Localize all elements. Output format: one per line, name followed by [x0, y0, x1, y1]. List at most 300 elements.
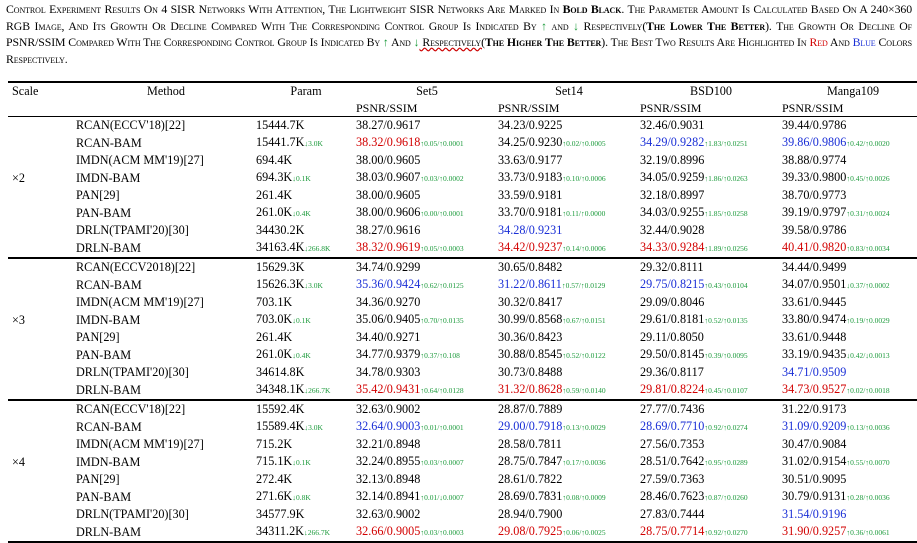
psnr-ssim-value: 38.03/0.9607 [356, 169, 421, 184]
metric-cell [782, 169, 917, 188]
scale-cell [8, 239, 68, 259]
metric-cell [782, 488, 917, 507]
metric-cell [640, 329, 782, 346]
metric-cell [782, 506, 917, 523]
subheader-blank [256, 100, 356, 117]
caption-red-word: Red [809, 35, 828, 49]
metric-cell [356, 187, 498, 204]
metric-cell [640, 276, 782, 295]
header-dataset: Set14 [498, 82, 640, 100]
psnr-ssim-delta: ↑0.14/↑0.0006 [562, 243, 606, 253]
method-cell: IMDN-BAM [76, 454, 141, 469]
metric-cell [640, 418, 782, 437]
metric-cell [356, 239, 498, 259]
psnr-ssim-value: 32.64/0.9003 [356, 418, 421, 433]
psnr-ssim-value: 33.80/0.9474 [782, 311, 847, 326]
param-cell [256, 453, 356, 472]
psnr-ssim-value: 38.32/0.9618 [356, 134, 421, 149]
psnr-ssim-delta: ↑0.05/↑0.0003 [420, 243, 464, 253]
metric-cell [498, 436, 640, 453]
psnr-ssim-delta: ↑0.17/↑0.0036 [562, 457, 606, 467]
psnr-ssim-delta: ↑0.64/↑0.0128 [420, 385, 464, 395]
metric-cell [498, 346, 640, 365]
psnr-ssim-value: 31.09/0.9209 [782, 418, 847, 433]
method-cell: PAN-BAM [76, 347, 132, 362]
param-value: 15589.4K [256, 418, 305, 433]
psnr-ssim-value: 38.00/0.9605 [356, 188, 421, 202]
scale-cell [8, 329, 68, 346]
psnr-ssim-value: 32.14/0.8941 [356, 488, 421, 503]
param-value: 15444.7K [256, 118, 305, 132]
param-cell [256, 169, 356, 188]
metric-cell [356, 222, 498, 239]
psnr-ssim-delta: ↑0.01/↑0.0001 [420, 422, 464, 432]
subheader-row [8, 100, 917, 117]
psnr-ssim-delta: ↑0.13/↑0.0036 [846, 422, 890, 432]
scale-cell [8, 400, 68, 418]
psnr-ssim-delta: ↑0.11/↑0.0000 [562, 208, 606, 218]
psnr-ssim-delta: ↑0.13/↑0.0029 [562, 422, 606, 432]
psnr-ssim-value: 34.29/0.9282 [640, 134, 705, 149]
table-row [8, 294, 917, 311]
param-value: 34311.2K [256, 523, 304, 538]
header-param: Param [256, 82, 356, 100]
metric-cell [498, 134, 640, 153]
metric-cell [640, 471, 782, 488]
metric-cell [498, 381, 640, 401]
up-arrow-icon: ↑ [541, 18, 547, 33]
psnr-ssim-value: 39.33/0.9800 [782, 169, 847, 184]
method-cell: RCAN-BAM [76, 135, 142, 150]
metric-cell [498, 311, 640, 330]
metric-cell [498, 523, 640, 543]
metric-cell [498, 117, 640, 134]
psnr-ssim-value: 34.23/0.9225 [498, 118, 563, 132]
metric-cell [782, 329, 917, 346]
metric-cell [640, 117, 782, 134]
param-cell [256, 187, 356, 204]
caption-text: Respectively( [578, 18, 647, 33]
metric-cell [640, 239, 782, 259]
scale-cell [8, 364, 68, 381]
psnr-ssim-delta: ↑0.43/↑0.0104 [704, 280, 748, 290]
psnr-ssim-delta: ↑0.87/↑0.0260 [704, 492, 748, 502]
metric-cell [640, 453, 782, 472]
psnr-ssim-value: 28.51/0.7642 [640, 453, 705, 468]
psnr-ssim-delta: ↑0.37/↑0.108 [420, 350, 460, 360]
psnr-ssim-value: 27.59/0.7363 [640, 472, 705, 486]
param-value: 261.0K [256, 346, 293, 361]
metric-cell [356, 169, 498, 188]
psnr-ssim-value: 30.47/0.9084 [782, 437, 847, 451]
scale-cell [8, 418, 68, 437]
psnr-ssim-value: 29.11/0.8050 [640, 330, 704, 344]
method-cell: DRLN(TPAMI'20)[30] [76, 507, 189, 521]
psnr-ssim-delta: ↑0.10/↑0.0006 [562, 173, 606, 183]
param-cell [256, 488, 356, 507]
caption-text: And [388, 35, 414, 49]
metric-cell [782, 364, 917, 381]
psnr-ssim-delta: ↑0.03/↑0.0007 [420, 457, 464, 467]
psnr-ssim-delta: ↑1.83/↑0.0251 [704, 138, 748, 148]
metric-cell [782, 258, 917, 276]
scale-cell [8, 134, 68, 153]
psnr-ssim-delta: ↑0.62/↑0.0125 [420, 280, 464, 290]
table-row [8, 134, 917, 153]
psnr-ssim-value: 34.77/0.9379 [356, 346, 421, 361]
metric-cell [356, 400, 498, 418]
psnr-ssim-value: 31.54/0.9196 [782, 507, 847, 521]
scale-cell [8, 294, 68, 311]
param-value: 34348.1K [256, 381, 305, 396]
param-value: 34163.4K [256, 239, 305, 254]
metric-cell [498, 239, 640, 259]
psnr-ssim-value: 38.70/0.9773 [782, 188, 847, 202]
caption-text: Respectively( [419, 35, 485, 49]
scale-cell [8, 381, 68, 401]
psnr-ssim-value: 28.61/0.7822 [498, 472, 563, 486]
method-cell: IMDN-BAM [76, 312, 141, 327]
param-delta: ↓0.1K [292, 315, 311, 325]
param-cell [256, 418, 356, 437]
psnr-ssim-value: 31.22/0.9173 [782, 402, 847, 416]
table-row [8, 506, 917, 523]
param-value: 694.3K [256, 169, 293, 184]
psnr-ssim-value: 30.65/0.8482 [498, 260, 563, 274]
psnr-ssim-value: 33.61/0.9445 [782, 295, 847, 309]
metric-cell [356, 134, 498, 153]
psnr-ssim-value: 28.58/0.7811 [498, 437, 562, 451]
metric-cell [498, 400, 640, 418]
psnr-ssim-delta: ↑0.52/↑0.0135 [704, 315, 748, 325]
metric-cell [640, 187, 782, 204]
psnr-ssim-value: 39.44/0.9786 [782, 118, 847, 132]
metric-cell [782, 523, 917, 543]
psnr-ssim-value: 32.24/0.8955 [356, 453, 421, 468]
psnr-ssim-value: 40.41/0.9820 [782, 239, 847, 254]
method-cell: PAN-BAM [76, 489, 132, 504]
psnr-ssim-value: 31.22/0.8611 [498, 276, 562, 291]
psnr-ssim-value: 34.07/0.9501 [782, 276, 847, 291]
metric-cell [498, 506, 640, 523]
param-cell [256, 364, 356, 381]
param-value: 15592.4K [256, 402, 305, 416]
param-cell [256, 329, 356, 346]
psnr-ssim-delta: ↑0.45/↑0.0107 [704, 385, 748, 395]
metric-cell [356, 294, 498, 311]
metric-cell [640, 346, 782, 365]
psnr-ssim-value: 31.02/0.9154 [782, 453, 847, 468]
table-row [8, 311, 917, 330]
method-cell: DRLN-BAM [68, 523, 256, 543]
psnr-ssim-value: 30.32/0.8417 [498, 295, 563, 309]
psnr-ssim-value: 38.88/0.9774 [782, 153, 847, 167]
scale-cell: ×2 [12, 170, 25, 185]
psnr-ssim-delta: ↑0.83/↑0.0034 [846, 243, 890, 253]
method-cell: DRLN-BAM [76, 382, 142, 397]
table-row [8, 346, 917, 365]
param-value: 15629.3K [256, 260, 305, 274]
table-row [8, 523, 917, 543]
param-value: 34577.9K [256, 507, 305, 521]
psnr-ssim-delta: ↑0.02/↑0.0005 [562, 138, 606, 148]
psnr-ssim-value: 33.61/0.9448 [782, 330, 847, 344]
psnr-ssim-value: 39.58/0.9786 [782, 223, 847, 237]
method-cell: PAN[29] [76, 472, 120, 486]
scale-cell [8, 436, 68, 453]
psnr-ssim-value: 32.66/0.9005 [356, 523, 421, 538]
psnr-ssim-value: 29.08/0.7925 [498, 523, 563, 538]
metric-cell [782, 346, 917, 365]
psnr-ssim-value: 33.70/0.9181 [498, 204, 563, 219]
scale-cell [8, 506, 68, 523]
metric-cell [498, 222, 640, 239]
param-delta: ↓0.4K [292, 350, 311, 360]
psnr-ssim-value: 34.36/0.9270 [356, 295, 421, 309]
param-cell [256, 222, 356, 239]
subheader-blank [68, 100, 256, 117]
scale-cell [8, 222, 68, 239]
param-value: 15626.3K [256, 276, 305, 291]
metric-cell [782, 204, 917, 223]
psnr-ssim-value: 31.32/0.8628 [498, 381, 563, 396]
psnr-ssim-delta: ↑0.95/↑0.0289 [704, 457, 748, 467]
caption-text: Colors Respectively. [6, 35, 912, 66]
metric-cell [356, 523, 498, 543]
psnr-ssim-delta: ↑0.52/↑0.0122 [562, 350, 606, 360]
metric-cell [640, 436, 782, 453]
metric-cell [356, 436, 498, 453]
psnr-ssim-value: 32.46/0.9031 [640, 118, 705, 132]
metric-cell [356, 418, 498, 437]
method-cell: PAN-BAM [76, 205, 132, 220]
caption-blue-word: Blue [852, 35, 876, 49]
metric-cell [640, 523, 782, 543]
psnr-ssim-delta: ↑0.06/↑0.0025 [562, 527, 606, 537]
table-row [8, 400, 917, 418]
header-scale: Scale [8, 82, 68, 100]
down-arrow-icon: ↓ [573, 18, 579, 33]
param-value: 271.6K [256, 488, 293, 503]
psnr-ssim-value: 38.00/0.9605 [356, 153, 421, 167]
psnr-ssim-value: 34.71/0.9509 [782, 365, 847, 379]
header-dataset: Set5 [356, 82, 498, 100]
param-cell [256, 204, 356, 223]
param-value: 34614.8K [256, 365, 305, 379]
param-cell [256, 152, 356, 169]
caption-bold: The Higher The Better [484, 35, 602, 49]
metric-cell [498, 329, 640, 346]
scale-group [8, 258, 917, 400]
psnr-ssim-delta: ↑0.05/↑0.0001 [420, 138, 464, 148]
psnr-ssim-delta: ↑0.45/↑0.0026 [846, 173, 890, 183]
caption-text: . The Parameter Amount Is Calculated Based On A 240×360 RGB Image, And Its Growth Or Decline Compared With The Corresponding Control Group Is Indicated By [6, 2, 912, 33]
table-row [8, 152, 917, 169]
psnr-ssim-delta: ↑1.89/↑0.0256 [704, 243, 748, 253]
header-dataset: Manga109 [782, 82, 917, 100]
psnr-ssim-delta: ↑0.03/↑0.0002 [420, 173, 464, 183]
psnr-ssim-value: 28.46/0.7623 [640, 488, 705, 503]
psnr-ssim-value: 34.28/0.9231 [498, 223, 563, 237]
param-delta: ↓266.8K [304, 243, 331, 253]
metric-cell [498, 418, 640, 437]
scale-cell [8, 187, 68, 204]
metric-cell [782, 117, 917, 134]
scale-cell [8, 346, 68, 365]
param-delta: ↓3.0K [304, 138, 323, 148]
metric-cell [356, 152, 498, 169]
psnr-ssim-delta: ↑1.86/↑0.0263 [704, 173, 748, 183]
metric-cell [782, 471, 917, 488]
metric-cell [782, 222, 917, 239]
scale-cell [8, 488, 68, 507]
psnr-ssim-value: 29.09/0.8046 [640, 295, 705, 309]
method-cell: DRLN(TPAMI'20)[30] [76, 223, 189, 237]
psnr-ssim-delta: ↑0.00/↑0.0001 [420, 208, 464, 218]
metric-cell [640, 506, 782, 523]
psnr-ssim-value: 35.06/0.9405 [356, 311, 421, 326]
subheader-metric: PSNR/SSIM [356, 100, 498, 117]
metric-cell [640, 169, 782, 188]
psnr-ssim-delta: ↑0.31/↑0.0024 [846, 208, 890, 218]
scale-cell [8, 471, 68, 488]
metric-cell [498, 471, 640, 488]
caption-text: And [827, 35, 853, 49]
scale-group [8, 117, 917, 259]
psnr-ssim-value: 30.79/0.9131 [782, 488, 847, 503]
param-value: 15441.7K [256, 134, 305, 149]
param-value: 694.4K [256, 153, 293, 167]
metric-cell [782, 418, 917, 437]
param-cell [256, 523, 356, 543]
method-cell: PAN[29] [76, 330, 120, 344]
metric-cell [356, 311, 498, 330]
psnr-ssim-value: 29.61/0.8181 [640, 311, 705, 326]
psnr-ssim-delta: ↓0.37/↑0.0002 [846, 280, 890, 290]
psnr-ssim-delta: ↑0.57/↑0.0129 [561, 280, 606, 290]
param-value: 272.4K [256, 472, 293, 486]
caption-bold: The Lower The Better [646, 18, 766, 33]
psnr-ssim-delta: ↑0.36/↑0.0061 [846, 527, 890, 537]
psnr-ssim-value: 32.63/0.9002 [356, 507, 421, 521]
psnr-ssim-value: 34.44/0.9499 [782, 260, 847, 274]
param-value: 715.2K [256, 437, 293, 451]
metric-cell [498, 364, 640, 381]
psnr-ssim-delta: ↑0.42/↑0.0020 [846, 138, 890, 148]
param-value: 703.1K [256, 295, 293, 309]
param-value: 34430.2K [256, 223, 305, 237]
metric-cell [640, 311, 782, 330]
psnr-ssim-value: 30.99/0.8568 [498, 311, 563, 326]
metric-cell [640, 134, 782, 153]
psnr-ssim-value: 33.73/0.9183 [498, 169, 563, 184]
psnr-ssim-value: 27.56/0.7353 [640, 437, 705, 451]
results-table [8, 81, 917, 543]
table-row [8, 436, 917, 453]
metric-cell [640, 152, 782, 169]
param-cell [256, 239, 356, 259]
psnr-ssim-value: 32.63/0.9002 [356, 402, 421, 416]
method-cell: IMDN-BAM [76, 170, 141, 185]
metric-cell [356, 276, 498, 295]
method-cell: IMDN(ACM MM'19)[27] [76, 437, 204, 451]
psnr-ssim-value: 38.27/0.9617 [356, 118, 421, 132]
scale-cell: ×3 [12, 312, 25, 327]
param-cell [256, 471, 356, 488]
table-row [8, 222, 917, 239]
psnr-ssim-delta: ↑0.08/↑0.0009 [562, 492, 606, 502]
psnr-ssim-value: 33.63/0.9177 [498, 153, 563, 167]
metric-cell [356, 204, 498, 223]
subheader-blank [8, 100, 68, 117]
table-row [8, 329, 917, 346]
psnr-ssim-value: 28.69/0.7831 [498, 488, 563, 503]
psnr-ssim-value: 31.90/0.9257 [782, 523, 847, 538]
table-row [8, 471, 917, 488]
param-cell [256, 134, 356, 153]
psnr-ssim-value: 32.18/0.8997 [640, 188, 705, 202]
psnr-ssim-value: 27.77/0.7436 [640, 402, 705, 416]
param-value: 261.0K [256, 204, 293, 219]
param-value: 715.1K [256, 453, 293, 468]
psnr-ssim-value: 32.19/0.8996 [640, 153, 705, 167]
metric-cell [356, 506, 498, 523]
metric-cell [640, 204, 782, 223]
psnr-ssim-delta: ↑0.70/↑0.0135 [420, 315, 464, 325]
param-cell [256, 436, 356, 453]
metric-cell [782, 436, 917, 453]
param-delta: ↓0.1K [292, 173, 311, 183]
metric-cell [640, 222, 782, 239]
metric-cell [640, 488, 782, 507]
header-method: Method [68, 82, 256, 100]
param-cell [256, 276, 356, 295]
metric-cell [356, 329, 498, 346]
metric-cell [782, 276, 917, 295]
scale-cell [8, 204, 68, 223]
psnr-ssim-value: 34.25/0.9230 [498, 134, 563, 149]
metric-cell [640, 364, 782, 381]
param-cell [256, 117, 356, 134]
subheader-metric: PSNR/SSIM [782, 100, 917, 117]
metric-cell [782, 239, 917, 259]
psnr-ssim-value: 33.59/0.9181 [498, 188, 563, 202]
psnr-ssim-value: 30.73/0.8488 [498, 365, 563, 379]
psnr-ssim-delta: ↑1.85/↑0.0258 [704, 208, 748, 218]
param-delta: ↓266.7K [304, 385, 331, 395]
table-row [8, 364, 917, 381]
psnr-ssim-delta: ↑0.39/↑0.0095 [704, 350, 748, 360]
caption-text: Control Experiment Results On 4 SISR Networks With Attention, The Lightweight SISR Networks Are Marked In [6, 2, 563, 16]
method-cell: DRLN-BAM [76, 240, 142, 255]
metric-cell [356, 117, 498, 134]
metric-cell [782, 134, 917, 153]
psnr-ssim-delta: ↑0.92/↑0.0270 [704, 527, 748, 537]
method-cell: IMDN(ACM MM'19)[27] [76, 153, 204, 167]
scale-cell [8, 152, 68, 169]
psnr-ssim-value: 29.32/0.8111 [640, 260, 704, 274]
method-cell: RCAN(ECCV'18)[22] [68, 400, 256, 418]
psnr-ssim-value: 28.94/0.7900 [498, 507, 563, 521]
psnr-ssim-value: 34.05/0.9259 [640, 169, 705, 184]
metric-cell [498, 152, 640, 169]
metric-cell [356, 346, 498, 365]
method-cell: RCAN-BAM [76, 277, 142, 292]
method-cell: DRLN(TPAMI'20)[30] [76, 365, 189, 379]
caption-bold: Bold Black [562, 2, 622, 16]
subheader-metric: PSNR/SSIM [640, 100, 782, 117]
metric-cell [782, 294, 917, 311]
